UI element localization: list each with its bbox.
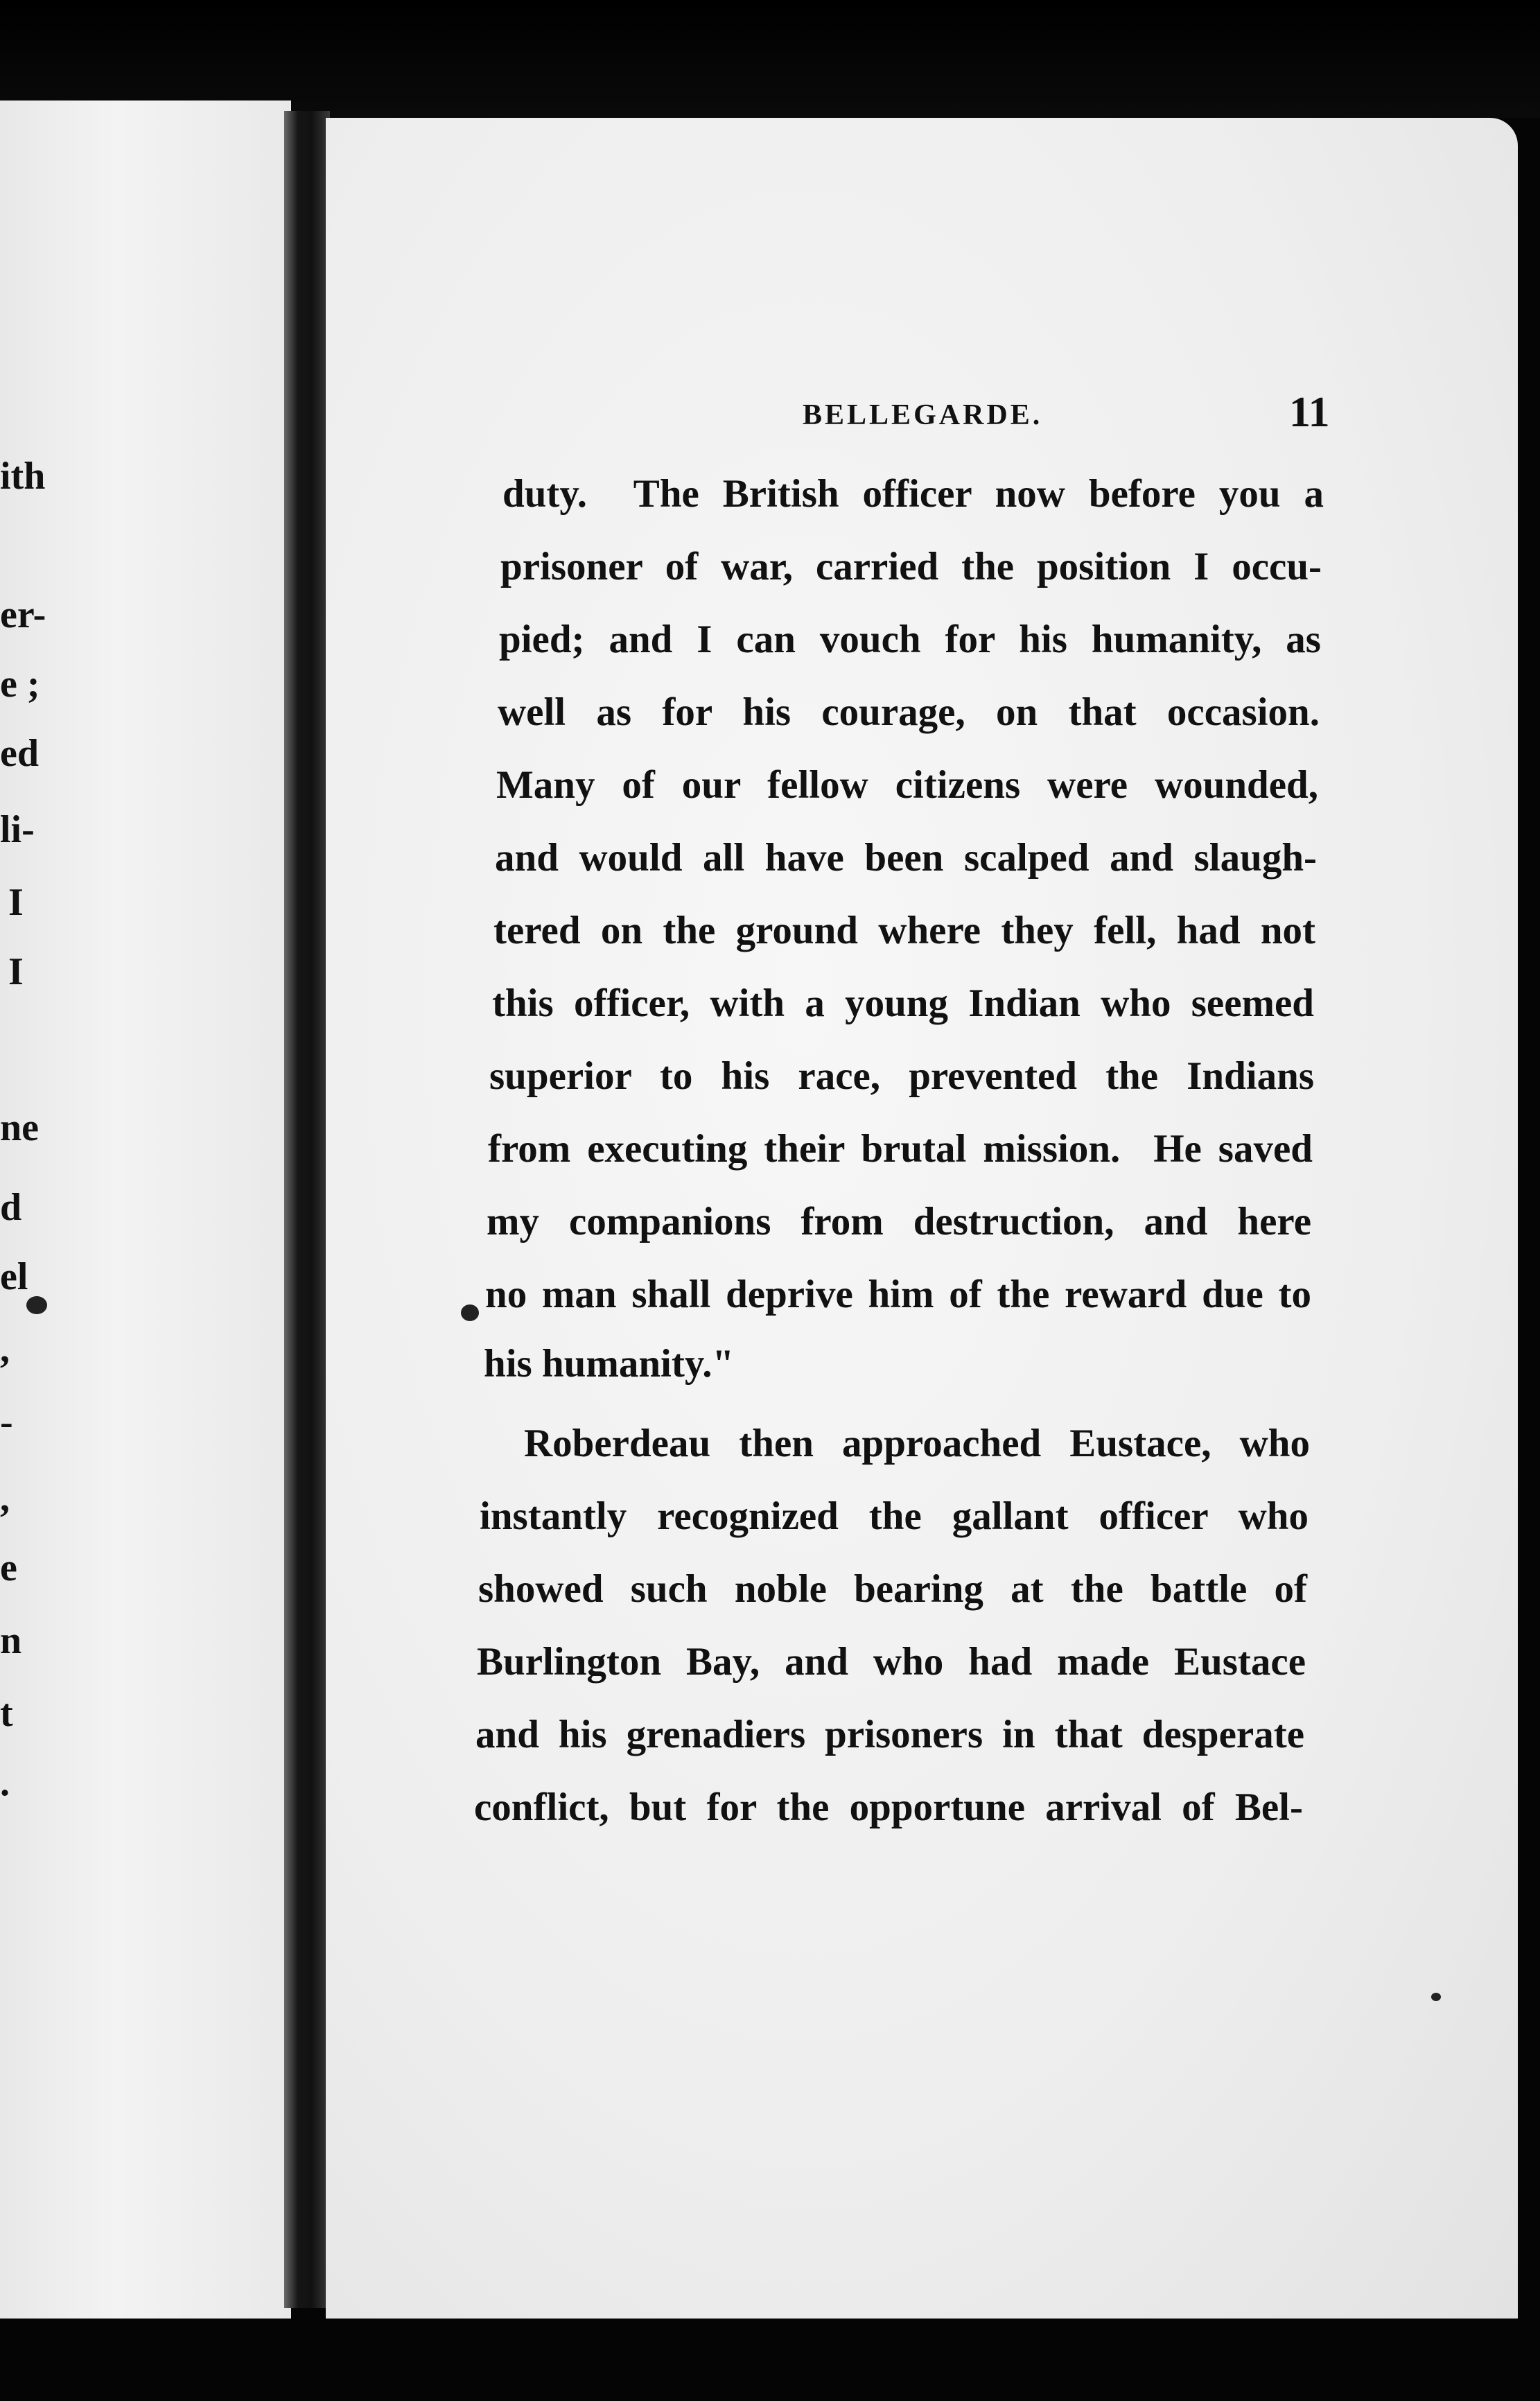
body-line: showed such noble bearing at the battle of (478, 1567, 1307, 1611)
body-line: instantly recognized the gallant officer who (480, 1494, 1309, 1538)
left-fragment: . (0, 1761, 10, 1804)
body-line: well as for his courage, on that occasion. (498, 690, 1320, 734)
ink-blot (26, 1296, 47, 1314)
left-fragment: I (8, 950, 24, 993)
body-line: prisoner of war, carried the position I occu- (500, 545, 1322, 588)
running-head: BELLEGARDE. (803, 399, 1043, 431)
body-line: Roberdeau then approached Eustace, who (524, 1422, 1310, 1465)
left-fragment: , (0, 1477, 10, 1520)
scan-bottom-border (0, 2319, 1540, 2401)
left-fragment: e ; (0, 663, 40, 706)
left-fragment: d (0, 1186, 22, 1229)
left-fragment: ed (0, 732, 39, 775)
left-fragment: e (0, 1546, 17, 1589)
left-fragment: n (0, 1619, 22, 1662)
body-line: Many of our fellow citizens were wounded, (496, 763, 1318, 807)
body-line: superior to his race, prevented the Indians (489, 1054, 1314, 1098)
body-line: duty. The British officer now before you a (502, 472, 1324, 516)
left-fragment: ith (0, 455, 46, 498)
body-line: my companions from destruction, and here (487, 1200, 1311, 1243)
left-fragment: ne (0, 1106, 39, 1149)
left-page (0, 101, 291, 2319)
body-line: and would all have been scalped and slaugh- (495, 836, 1317, 880)
body-line: pied; and I can vouch for his humanity, as (499, 618, 1321, 661)
left-fragment: I (8, 881, 24, 924)
body-line: conflict, but for the opportune arrival of Bel- (474, 1786, 1303, 1829)
body-line: and his grenadiers prisoners in that desperate (475, 1713, 1304, 1756)
left-fragment: li- (0, 808, 35, 851)
left-fragment: t (0, 1692, 13, 1735)
left-fragment: , (0, 1328, 10, 1371)
body-line: his humanity." (484, 1342, 735, 1386)
left-fragment: er- (0, 593, 46, 636)
body-line: from executing their brutal mission. He saved (488, 1127, 1313, 1171)
ink-blot (461, 1304, 479, 1321)
body-line: tered on the ground where they fell, had not (493, 909, 1315, 952)
left-fragment: - (0, 1401, 13, 1444)
body-line: Burlington Bay, and who had made Eustace (477, 1640, 1306, 1684)
left-fragment: el (0, 1255, 28, 1298)
body-line: this officer, with a young Indian who seemed (492, 981, 1314, 1025)
book-gutter (284, 111, 330, 2308)
body-line: no man shall deprive him of the reward due to (485, 1273, 1311, 1316)
page-number: 11 (1289, 389, 1330, 436)
ink-speck (1431, 1993, 1441, 2001)
